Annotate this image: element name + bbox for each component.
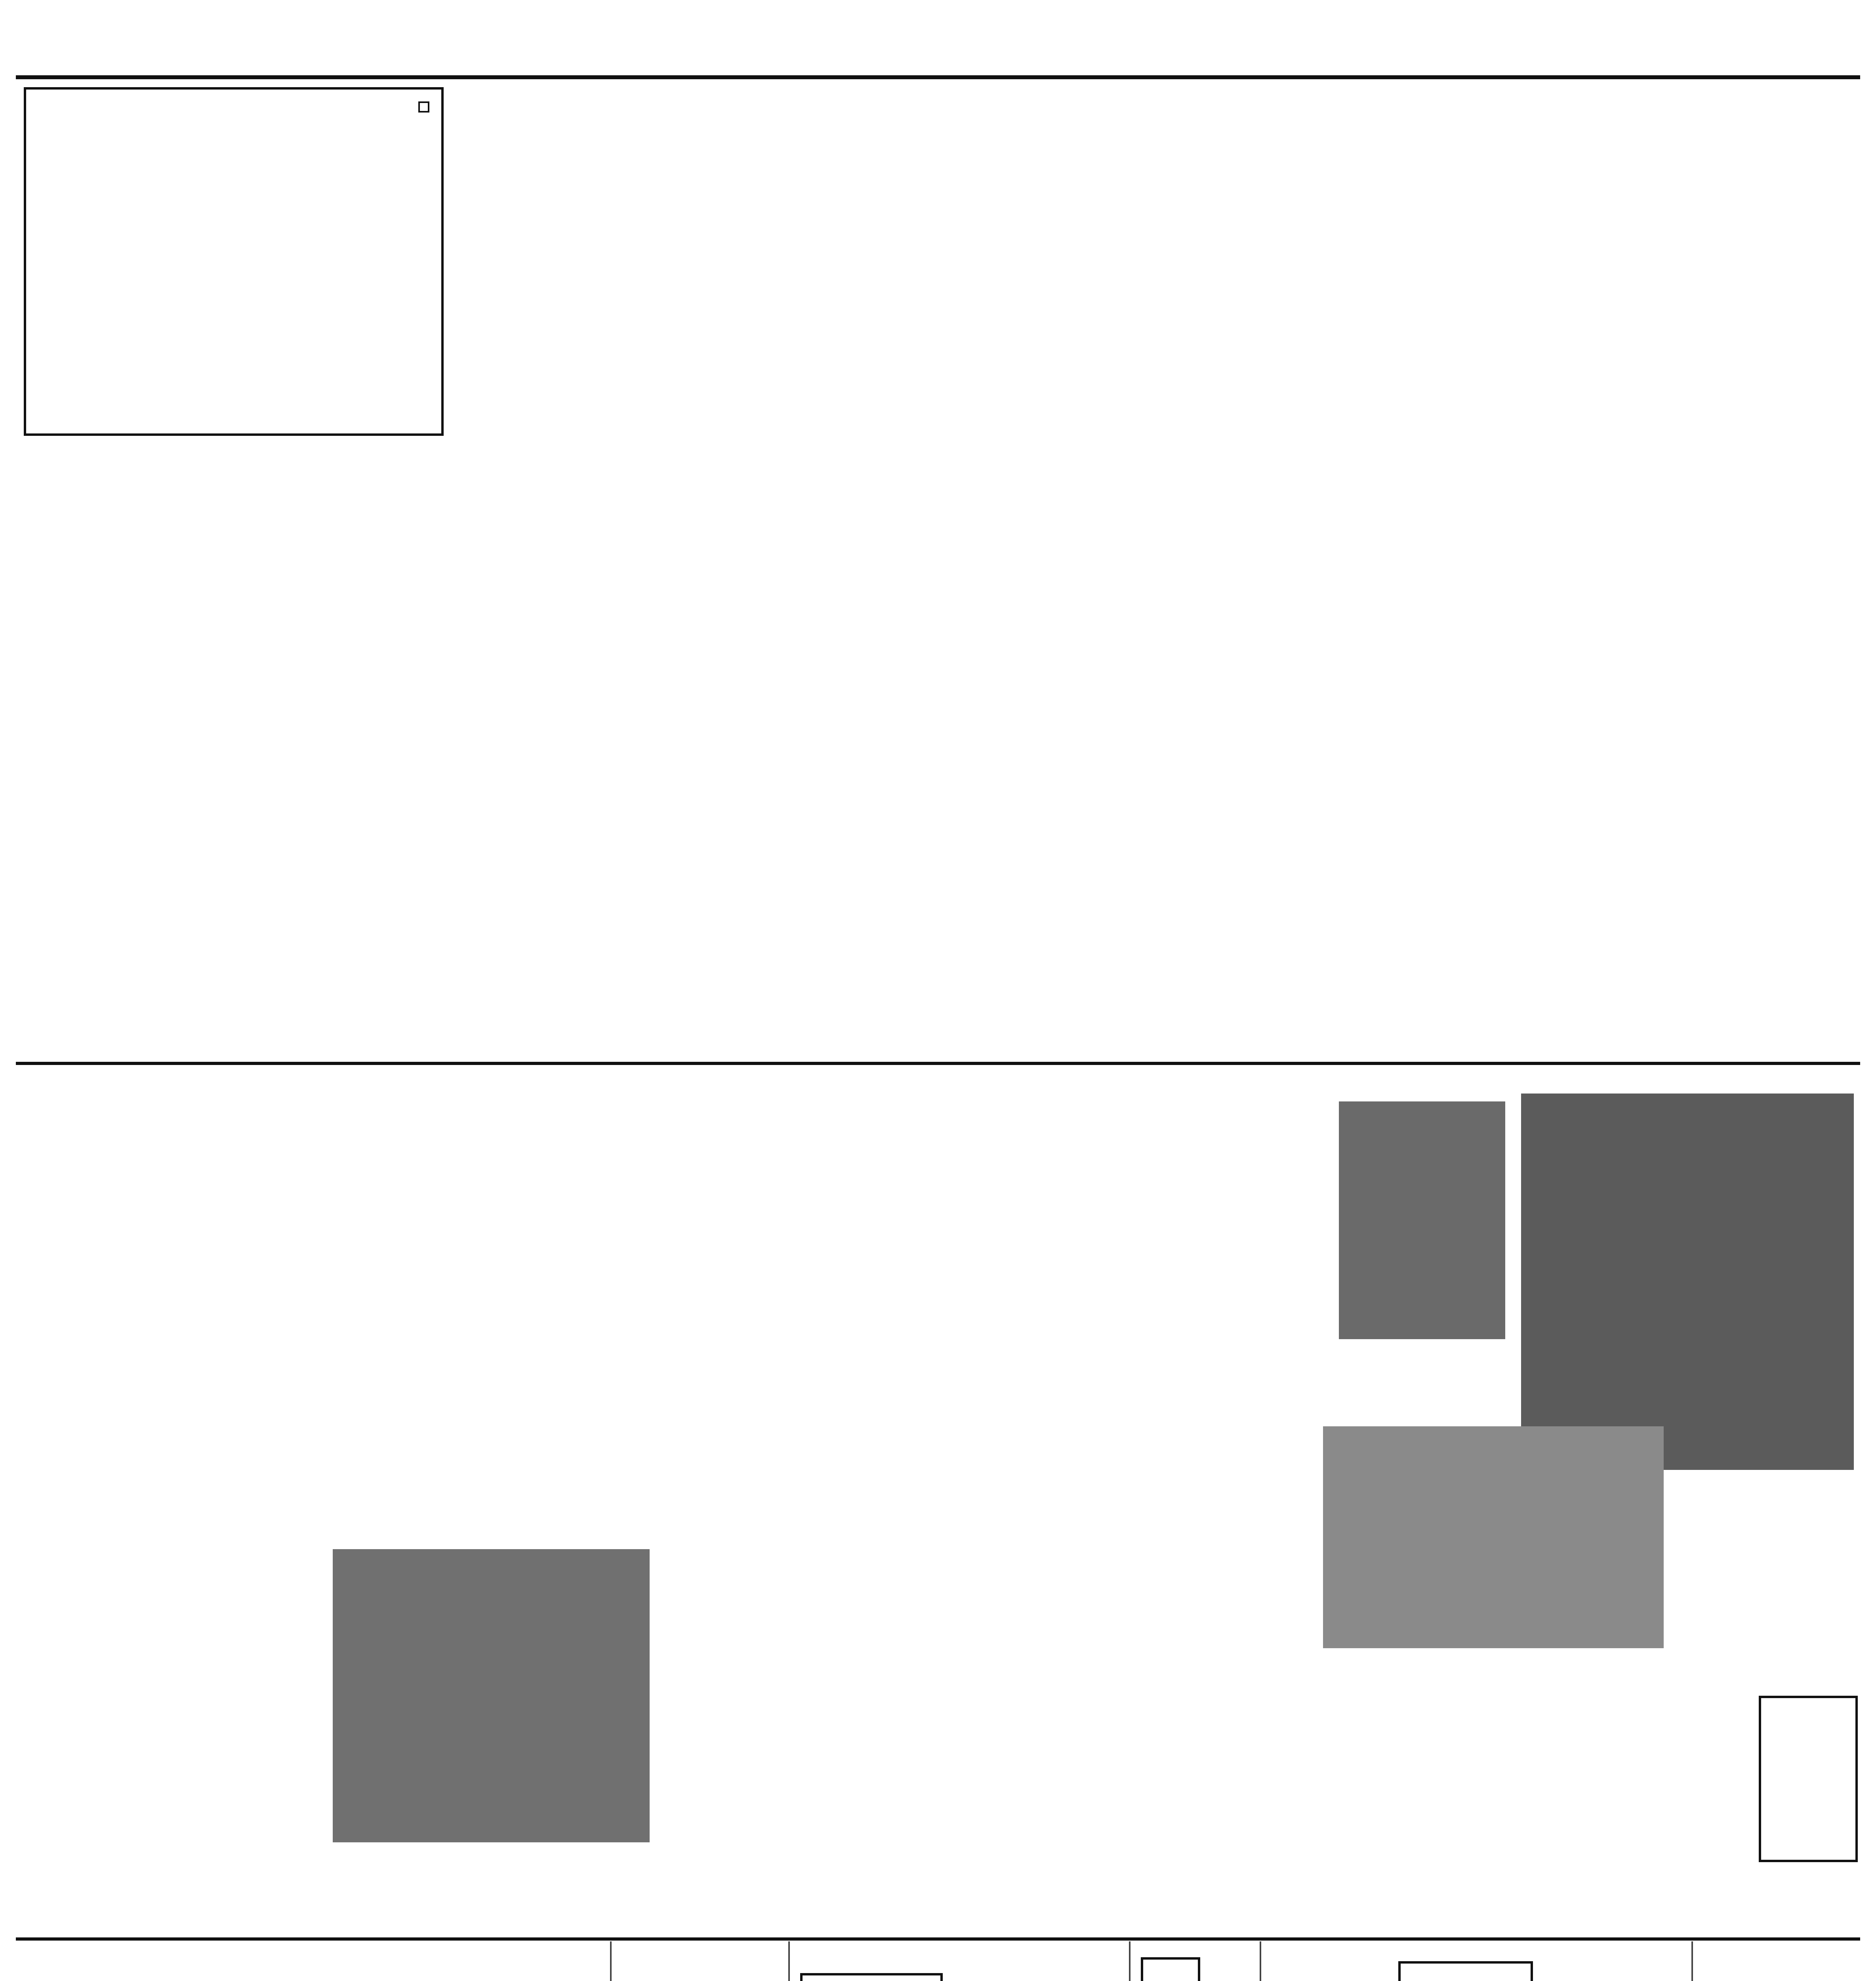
weather-box (24, 87, 444, 436)
murder-body (456, 642, 614, 919)
tv-body (1022, 1094, 1125, 1513)
photo-caption-1 (1755, 1474, 1850, 1680)
tv-photo-right (1521, 1094, 1854, 1470)
ad-divider (1691, 1941, 1693, 1981)
film-body (967, 1525, 1125, 1842)
actress-photo (333, 1549, 650, 1842)
sewage-body (689, 420, 864, 642)
ad-divider (1129, 1941, 1131, 1981)
masthead-rule (16, 75, 1860, 79)
actress-body (24, 1403, 261, 1878)
ad-divider (788, 1941, 790, 1981)
waste-body (24, 444, 285, 1046)
basement-body (1414, 91, 1549, 563)
ad-divider (1260, 1941, 1261, 1981)
market-body (697, 816, 848, 1046)
middle-filler-body (1291, 571, 1846, 895)
water-seal-body (1339, 899, 1458, 1050)
weather-table (41, 101, 374, 418)
exhibit-body (610, 1094, 951, 1521)
photo-caption-2 (404, 1842, 483, 1929)
tv-photo-woman (1339, 1101, 1505, 1339)
ill-body (499, 428, 673, 634)
tv-listing-body (1283, 1664, 1711, 1846)
masthead (0, 16, 1876, 75)
central-bank-body (1695, 1957, 1783, 1981)
drug-body (1030, 729, 1109, 1046)
circle-body (1014, 87, 1220, 582)
fraud-body (943, 729, 1022, 832)
tv-photo-scene (1323, 1426, 1664, 1648)
tainan-table (1398, 1961, 1533, 1981)
ad-divider (610, 1941, 612, 1981)
weather-title (418, 101, 429, 113)
tv-listing-box (1759, 1696, 1858, 1862)
upper-section-rule (16, 1062, 1860, 1065)
tb-body (452, 87, 808, 420)
announce-body (1505, 899, 1846, 1050)
drama-body (665, 1537, 753, 1886)
agency-table (1141, 1957, 1200, 1981)
ad-section-rule (16, 1937, 1860, 1941)
radio-body (24, 1094, 301, 1379)
taoyuan-table (800, 1973, 943, 1981)
